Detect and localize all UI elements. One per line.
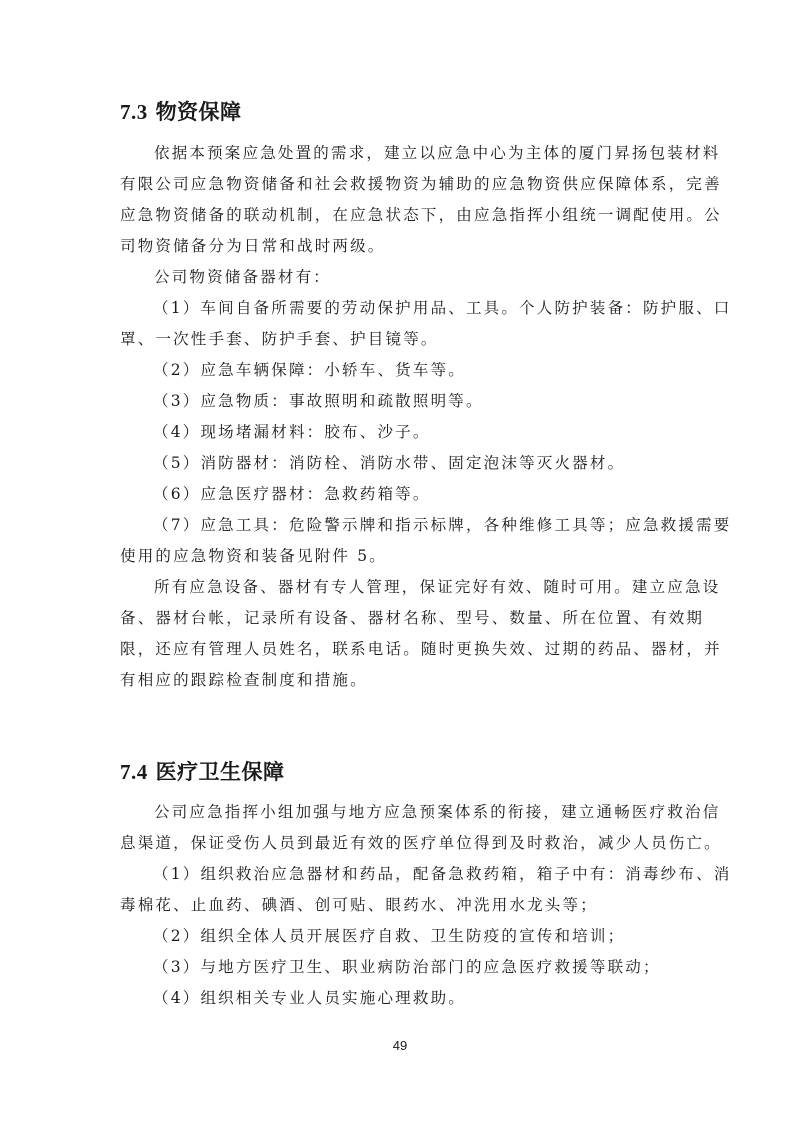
paragraph-line: 司物资储备分为日常和战时两级。 [120,237,386,255]
paragraph-line: 限，还应有管理人员姓名，联系电话。随时更换失效、过期的药品、器材，并 [120,640,722,658]
list-item: （6）应急医疗器材：急救药箱等。 [153,485,431,503]
paragraph-line: 公司应急指挥小组加强与地方应急预案体系的衔接，建立通畅医疗救治信 [154,803,721,821]
list-item: （7）应急工具：危险警示牌和指示标牌，各种维修工具等；应急救援需要 [153,516,732,534]
list-item: （1）车间自备所需要的劳动保护用品、工具。个人防护装备：防护服、口 [153,299,732,317]
list-item: （5）消防器材：消防栓、消防水带、固定泡沫等灭火器材。 [153,454,626,472]
section-number: 7.4 [120,760,148,784]
list-intro: 公司物资储备器材有： [154,268,332,286]
list-item: （4）现场堵漏材料：胶布、沙子。 [153,423,431,441]
list-item: （2）应急车辆保障：小轿车、货车等。 [153,361,466,379]
paragraph-line: 有限公司应急物资储备和社会救援物资为辅助的应急物资供应保障体系，完善 [120,175,722,193]
section-title: 医疗卫生保障 [155,760,285,784]
paragraph-line: 备、器材台帐，记录所有设备、器材名称、型号、数量、所在位置、有效期 [120,609,705,627]
section-number: 7.3 [120,100,148,124]
paragraph-line: 依据本预案应急处置的需求，建立以应急中心为主体的厦门昇扬包装材料 [154,144,721,162]
list-item-continuation: 毒棉花、止血药、碘酒、创可贴、眼药水、冲洗用水龙头等； [120,896,598,914]
page-number: 49 [392,1038,408,1053]
section-title: 物资保障 [155,100,242,124]
list-item-continuation: 罩、一次性手套、防护手套、护目镜等。 [120,330,439,348]
list-item: （2）组织全体人员开展医疗自救、卫生防疫的宣传和培训； [153,927,626,945]
section-heading-7-3 [120,96,242,126]
paragraph-line: 息渠道，保证受伤人员到最近有效的医疗单位得到及时救治，减少人员伤亡。 [120,834,722,852]
list-item: （3）应急物质：事故照明和疏散照明等。 [153,392,484,410]
section-heading-7-4 [120,756,285,786]
list-item-continuation: 使用的应急物资和装备见附件 5。 [120,547,387,565]
list-item: （1）组织救治应急器材和药品，配备急救药箱，箱子中有：消毒纱布、消 [153,865,732,883]
paragraph-line: 有相应的跟踪检查制度和措施。 [120,671,368,689]
list-item: （3）与地方医疗卫生、职业病防治部门的应急医疗救援等联动； [153,958,661,976]
paragraph-line: 所有应急设备、器材有专人管理，保证完好有效、随时可用。建立应急设 [154,578,721,596]
list-item: （4）组织相关专业人员实施心理救助。 [153,989,466,1007]
paragraph-line: 应急物资储备的联动机制，在应急状态下，由应急指挥小组统一调配使用。公 [120,206,722,224]
